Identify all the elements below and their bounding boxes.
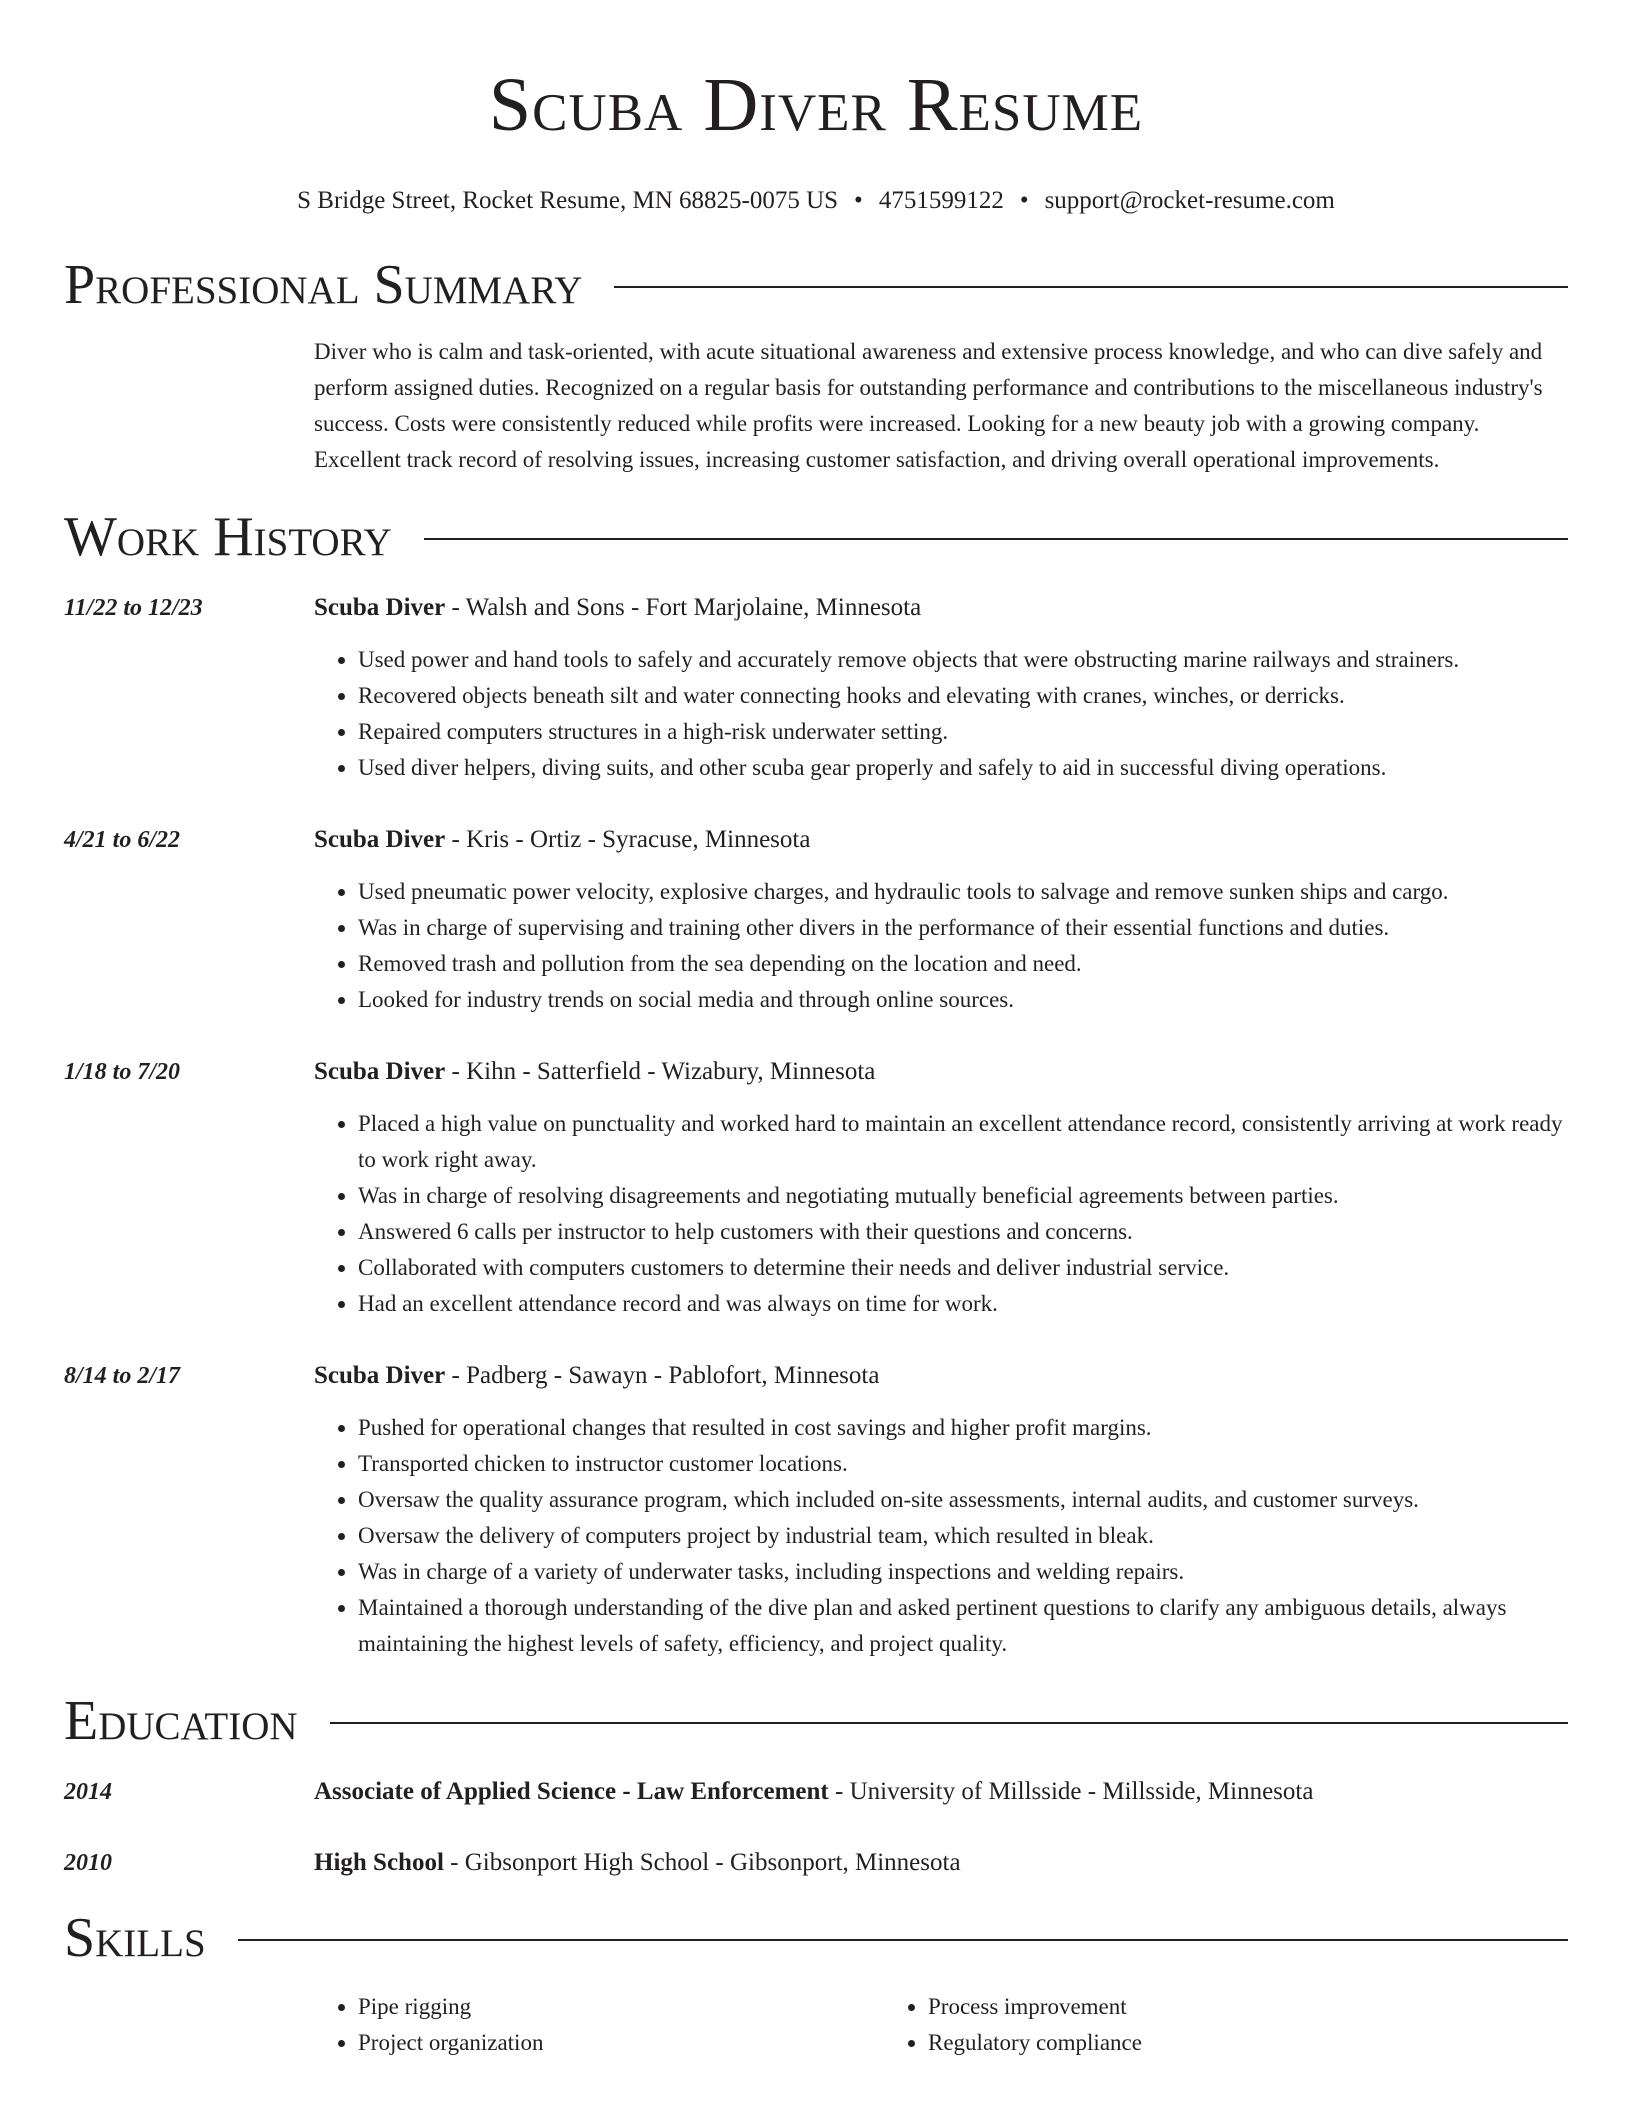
work-heading [314, 590, 1568, 626]
section-title-education: Education [64, 1690, 298, 1752]
list-item: • Project organization [358, 2025, 884, 2061]
list-item: • Was in charge of resolving disagreements and negotiating mutually beneficial agreements between parties. [358, 1178, 1568, 1214]
school-details: - University of Millsside - Millsside, Minnesota [828, 1778, 1314, 1805]
list-item: • Process improvement [928, 1989, 1454, 2025]
job-title: Scuba Diver [314, 826, 446, 853]
education-year: 2010 [64, 1850, 112, 1876]
address: S Bridge Street, Rocket Resume, MN 68825-0075 US [297, 187, 839, 214]
work-entry [64, 1358, 1568, 1662]
education-year: 2014 [64, 1779, 112, 1805]
work-body [314, 822, 1568, 1018]
education-list [64, 1774, 1568, 1881]
resume-title: Scuba Diver Resume [488, 63, 1144, 147]
work-heading [314, 1358, 1568, 1394]
list-item: • Repaired computers structures in a high-risk underwater setting. [358, 714, 1568, 750]
phone: 4751599122 [878, 187, 1004, 214]
work-bullets [314, 874, 1568, 1018]
section-header-skills [64, 1905, 1568, 1971]
skills-list [314, 1989, 1568, 2061]
email: support@rocket-resume.com [1044, 187, 1335, 214]
section-divider [330, 1722, 1568, 1724]
employer-details: - Walsh and Sons - Fort Marjolaine, Minnesota [445, 594, 922, 621]
list-item: • Oversaw the quality assurance program, which included on-site assessments, internal audits, and customer surveys. [358, 1482, 1568, 1518]
list-item: • Recovered objects beneath silt and water connecting hooks and elevating with cranes, winches, or derricks. [358, 678, 1568, 714]
education-entry [64, 1774, 1568, 1810]
education-heading [314, 1774, 1568, 1810]
list-item: • Regulatory compliance [928, 2025, 1454, 2061]
employer-details: - Kihn - Satterfield - Wizabury, Minnesota [445, 1058, 876, 1085]
section-header-summary [64, 252, 1568, 318]
section-header-education [64, 1688, 1568, 1754]
work-dates: 4/21 to 6/22 [64, 827, 181, 853]
list-item: • Placed a high value on punctuality and worked hard to maintain an excellent attendance record, consistently arriving at work ready to work right away. [358, 1106, 1568, 1178]
work-body [314, 1054, 1568, 1322]
list-item: • Maintained a thorough understanding of the dive plan and asked pertinent questions to clarify any ambiguous details, always maintaining the highest levels of safety, efficiency, and project quality. [358, 1590, 1568, 1662]
work-entry [64, 822, 1568, 1018]
section-divider [614, 286, 1568, 288]
work-entry [64, 590, 1568, 786]
section-divider [238, 1939, 1568, 1941]
list-item: • Used power and hand tools to safely and accurately remove objects that were obstructing marine railways and strainers. [358, 642, 1568, 678]
section-header-work [64, 504, 1568, 570]
work-body [314, 1358, 1568, 1662]
work-history-list [64, 590, 1568, 1662]
education-body [314, 1774, 1568, 1810]
education-entry [64, 1845, 1568, 1881]
section-title-summary: Professional Summary [64, 254, 583, 316]
degree: Associate of Applied Science - Law Enforcement [314, 1778, 829, 1805]
job-title: Scuba Diver [314, 1058, 446, 1085]
work-body [314, 590, 1568, 786]
list-item: • Used pneumatic power velocity, explosive charges, and hydraulic tools to salvage and remove sunken ships and cargo. [358, 874, 1568, 910]
contact-line [64, 186, 1568, 216]
contact-separator: • [1019, 187, 1029, 214]
list-item: • Was in charge of supervising and training other divers in the performance of their essential functions and duties. [358, 910, 1568, 946]
work-dates: 11/22 to 12/23 [64, 595, 203, 621]
list-item: • Removed trash and pollution from the sea depending on the location and need. [358, 946, 1568, 982]
list-item: • Transported chicken to instructor customer locations. [358, 1446, 1568, 1482]
work-entry [64, 1054, 1568, 1322]
work-bullets [314, 642, 1568, 786]
education-body [314, 1845, 1568, 1881]
work-bullets [314, 1106, 1568, 1322]
job-title: Scuba Diver [314, 594, 446, 621]
job-title: Scuba Diver [314, 1362, 446, 1389]
list-item: • Answered 6 calls per instructor to help customers with their questions and concerns. [358, 1214, 1568, 1250]
list-item: • Oversaw the delivery of computers project by industrial team, which resulted in bleak. [358, 1518, 1568, 1554]
employer-details: - Padberg - Sawayn - Pablofort, Minnesota [445, 1362, 880, 1389]
list-item: • Had an excellent attendance record and was always on time for work. [358, 1286, 1568, 1322]
work-bullets [314, 1410, 1568, 1662]
degree: High School [314, 1849, 444, 1876]
work-heading [314, 1054, 1568, 1090]
contact-separator: • [854, 187, 863, 214]
school-details: - Gibsonport High School - Gibsonport, Minnesota [443, 1849, 961, 1876]
section-title-skills: Skills [64, 1907, 206, 1969]
education-heading [314, 1845, 1568, 1881]
list-item: • Pushed for operational changes that resulted in cost savings and higher profit margins. [358, 1410, 1568, 1446]
section-divider [424, 538, 1568, 540]
list-item: • Looked for industry trends on social media and through online sources. [358, 982, 1568, 1018]
list-item: • Collaborated with computers customers to determine their needs and deliver industrial service. [358, 1250, 1568, 1286]
work-dates: 1/18 to 7/20 [64, 1059, 181, 1085]
skills-column-left [314, 1989, 884, 2061]
section-title-work: Work History [64, 506, 392, 568]
list-item: • Pipe rigging [358, 1989, 884, 2025]
list-item: • Was in charge of a variety of underwater tasks, including inspections and welding repairs. [358, 1554, 1568, 1590]
employer-details: - Kris - Ortiz - Syracuse, Minnesota [445, 826, 811, 853]
list-item: • Used diver helpers, diving suits, and other scuba gear properly and safely to aid in successful diving operations. [358, 750, 1568, 786]
work-heading [314, 822, 1568, 858]
skills-column-right [884, 1989, 1454, 2061]
work-dates: 8/14 to 2/17 [64, 1363, 181, 1389]
summary-text: Diver who is calm and task-oriented, with acute situational awareness and extensive process knowledge, and who can dive safely and perform assigned duties. Recognized on a regular basis for outstanding performance and contributions to the miscellaneous industry's success. Costs were consistently reduced while profits were increased. Looking for a new beauty job with a growing company. Excellent track record of resolving issues, increasing customer satisfaction, and driving overall operational improvements. [314, 339, 1543, 472]
